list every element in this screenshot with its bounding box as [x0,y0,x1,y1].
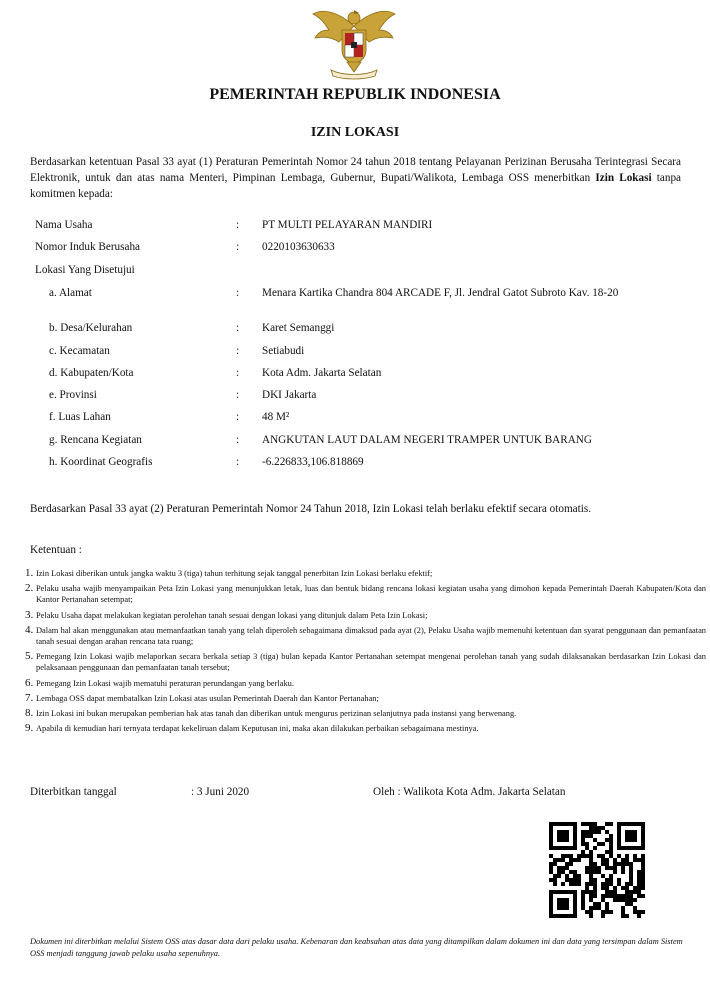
ketentuan-item: 8. Izin Lokasi ini bukan merupakan pemberian hak atas tanah dan diberikan untuk mengurus perizinan selanjutnya pada instansi yang berwenang. [36,708,706,719]
field-value: 0220103630633 [262,241,335,253]
document-title: IZIN LOKASI [310,125,400,140]
garuda-emblem-icon [309,4,399,80]
field-value: ANGKUTAN LAUT DALAM NEGERI TRAMPER UNTUK BARANG [262,434,592,446]
field-value: Karet Semanggi [262,322,335,334]
field-value: 48 M² [262,411,290,423]
ketentuan-heading: Ketentuan : [30,544,82,556]
ketentuan-list [12,568,706,738]
issued-date-value: : 3 Juni 2020 [191,786,250,798]
intro-text-end: tanpa komitmen kepada: [30,172,682,200]
field-label: b. Desa/Kelurahan [49,322,133,334]
field-colon: : [236,434,240,446]
intro-text: Berdasarkan ketentuan Pasal 33 ayat (1) Peraturan Pemerintah Nomor 24 tahun 2018 tentang Pelayanan Perizinan Berusaha Terintegrasi Secara Elektronik, untuk dan atas nama Menteri, Pimpinan Lembaga, Gubernur, Bupati/Walikota, Lembaga OSS menerbitkan [30,156,681,184]
field-value: Kota Adm. Jakarta Selatan [262,367,382,379]
field-label: g. Rencana Kegiatan [49,434,142,446]
field-colon: : [236,367,240,379]
field-label: h. Koordinat Geografis [49,456,153,468]
field-value: Setiabudi [262,345,305,357]
field-label: Nama Usaha [35,219,93,231]
field-label: c. Kecamatan [49,345,110,357]
field-colon: : [236,345,240,357]
ketentuan-item: 9. Apabila di kemudian hari ternyata terdapat kekeliruan dalam Keputusan ini, maka akan dilakukan perbaikan sebagaimana mestinya. [36,723,706,734]
disclaimer: Dokumen ini diterbitkan melalui Sistem OSS atas dasar data dari pelaku usaha. Kebenaran dan keabsahan atas data yang ditampilkan dalam dokumen ini dan data yang tersimpan dalam Sistem OSS menjadi tanggung jawab pelaku usaha sepenuhnya. [30,937,683,958]
field-colon: : [236,389,240,401]
field-value: PT MULTI PELAYARAN MANDIRI [262,219,433,231]
effective-statement: Berdasarkan Pasal 33 ayat (2) Peraturan Pemerintah Nomor 24 Tahun 2018, Izin Lokasi telah berlaku efektif secara otomatis. [30,503,591,515]
field-colon: : [236,411,240,423]
government-title: PEMERINTAH REPUBLIK INDONESIA [209,86,501,103]
field-colon: : [236,241,240,253]
field-value: Menara Kartika Chandra 804 ARCADE F, Jl. Jendral Gatot Subroto Kav. 18-20 [262,287,619,299]
field-value: -6.226833,106.818869 [262,456,364,468]
field-label: e. Provinsi [49,389,97,401]
ketentuan-item: 6. Pemegang Izin Lokasi wajib mematuhi peraturan perundangan yang berlaku. [36,678,706,689]
field-label: d. Kabupaten/Kota [49,367,134,379]
field-label: Nomor Induk Berusaha [35,241,141,253]
field-colon: : [236,322,240,334]
issued-date-label: Diterbitkan tanggal [30,786,117,798]
issuer: Oleh : Walikota Kota Adm. Jakarta Selatan [373,786,566,798]
lokasi-heading-label: Lokasi Yang Disetujui [35,264,135,276]
ketentuan-item: 4. Dalam hal akan menggunakan atau memanfaatkan tanah yang telah diperoleh sebagaimana dimaksud pada ayat (2), Pelaku Usaha wajib memenuhi ketentuan dan syarat penggunaan dan pemanfaatan tanah sesuai dengan arahan rencana tata ruang; [36,625,706,647]
field-value: DKI Jakarta [262,389,317,401]
field-colon: : [236,287,240,299]
field-colon: : [236,456,240,468]
ketentuan-item: 1. Izin Lokasi diberikan untuk jangka waktu 3 (tiga) tahun terhitung sejak tanggal penerbitan Izin Lokasi berlaku efektif; [36,568,706,579]
ketentuan-item: 2. Pelaku usaha wajib menyampaikan Peta Izin Lokasi yang menunjukkan letak, luas dan bentuk bidang rencana lokasi kegiatan usaha yang dimohon kepada Pemerintah Daerah Kabupaten/Kota dan Kantor Pertanahan setempat; [36,583,706,605]
ketentuan-item: 7. Lembaga OSS dapat membatalkan Izin Lokasi atas usulan Pemerintah Daerah dan Kantor Pertanahan; [36,693,706,704]
ketentuan-item: 5. Pemegang Izin Lokasi wajib melaporkan secara berkala setiap 3 (tiga) bulan kepada Kantor Pertanahan setempat mengenai perolehan tanah yang sudah dilaksanakan berdasarkan Izin Lokasi dan pelaksanaan penggunaan dan pemanfaatan tanah tersebut; [36,651,706,673]
field-label: a. Alamat [49,287,92,299]
intro-paragraph [30,154,681,202]
field-colon: : [236,219,240,231]
qr-code-icon [549,822,645,918]
intro-bold-term: Izin Lokasi [595,172,652,184]
ketentuan-item: 3. Pelaku Usaha dapat melakukan kegiatan perolehan tanah sesuai dengan lokasi yang ditunjuk dalam Peta Izin Lokasi; [36,610,706,621]
field-label: f. Luas Lahan [49,411,111,423]
